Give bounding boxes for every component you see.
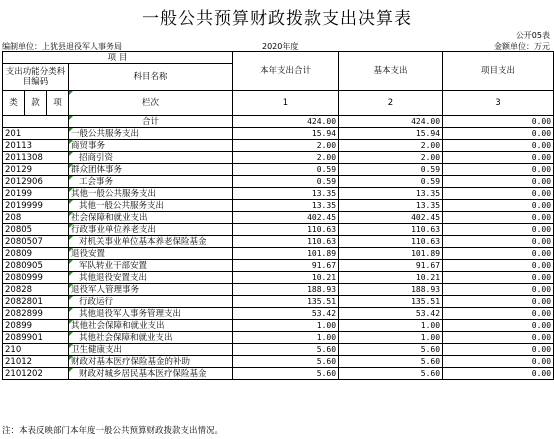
row-subject-name: 行政事业单位养老支出	[69, 224, 233, 236]
row-basic: 110.63	[339, 224, 443, 236]
row-code: 2082801	[3, 296, 69, 308]
row-project: 0.00	[443, 344, 554, 356]
row-code: 2080999	[3, 272, 69, 284]
row-code: 2012906	[3, 176, 69, 188]
row-subject-name: 退役安置	[69, 248, 233, 260]
row-total: 402.45	[233, 212, 339, 224]
row-basic: 5.60	[339, 368, 443, 380]
header-lei: 类	[3, 91, 25, 116]
row-total: 5.60	[233, 344, 339, 356]
row-total: 13.35	[233, 200, 339, 212]
row-project: 0.00	[443, 188, 554, 200]
row-project: 0.00	[443, 140, 554, 152]
row-code: 21012	[3, 356, 69, 368]
table-row	[3, 284, 554, 296]
row-total: 110.63	[233, 224, 339, 236]
header-project: 项 目	[3, 52, 233, 64]
row-subject-name: 其他一般公共服务支出	[69, 200, 233, 212]
row-code: 20805	[3, 224, 69, 236]
row-subject-name: 其他社会保障和就业支出	[69, 320, 233, 332]
header-seq-1: 1	[233, 91, 339, 116]
table-row	[3, 152, 554, 164]
row-subject-name: 工会事务	[69, 176, 233, 188]
row-subject-name: 卫生健康支出	[69, 344, 233, 356]
row-project: 0.00	[443, 176, 554, 188]
row-basic: 402.45	[339, 212, 443, 224]
row-subject-name: 财政对基本医疗保险基金的补助	[69, 356, 233, 368]
row-code: 2082899	[3, 308, 69, 320]
row-code: 2011308	[3, 152, 69, 164]
header-col-project: 项目支出	[443, 52, 554, 91]
total-sum: 424.00	[233, 116, 339, 128]
row-code: 2089901	[3, 332, 69, 344]
row-project: 0.00	[443, 272, 554, 284]
row-total: 0.59	[233, 176, 339, 188]
row-project: 0.00	[443, 200, 554, 212]
row-subject-name: 群众团体事务	[69, 164, 233, 176]
table-row	[3, 308, 554, 320]
row-subject-name: 行政运行	[69, 296, 233, 308]
row-total: 5.60	[233, 356, 339, 368]
row-basic: 188.93	[339, 284, 443, 296]
row-basic: 5.60	[339, 356, 443, 368]
row-subject-name: 其他退役军人事务管理支出	[69, 308, 233, 320]
row-project: 0.00	[443, 164, 554, 176]
row-subject-name: 退役军人管理事务	[69, 284, 233, 296]
row-total: 13.35	[233, 188, 339, 200]
table-row	[3, 260, 554, 272]
row-project: 0.00	[443, 320, 554, 332]
footnote: 注：本表反映部门本年度一般公共预算财政拨款支出情况。	[2, 426, 224, 436]
row-basic: 135.51	[339, 296, 443, 308]
row-code: 20809	[3, 248, 69, 260]
table-row	[3, 140, 554, 152]
row-project: 0.00	[443, 296, 554, 308]
row-total: 110.63	[233, 236, 339, 248]
table-row	[3, 176, 554, 188]
row-basic: 15.94	[339, 128, 443, 140]
row-total: 135.51	[233, 296, 339, 308]
table-row	[3, 212, 554, 224]
header-col-basic: 基本支出	[339, 52, 443, 91]
row-basic: 110.63	[339, 236, 443, 248]
row-subject-name: 财政对城乡居民基本医疗保险基金	[69, 368, 233, 380]
row-code: 2101202	[3, 368, 69, 380]
row-project: 0.00	[443, 284, 554, 296]
table-row	[3, 296, 554, 308]
row-basic: 5.60	[339, 344, 443, 356]
row-subject-name: 对机关事业单位基本养老保险基金	[69, 236, 233, 248]
row-total: 53.42	[233, 308, 339, 320]
row-basic: 101.89	[339, 248, 443, 260]
total-row	[3, 116, 554, 128]
row-basic: 1.00	[339, 320, 443, 332]
row-subject-name: 其他社会保障和就业支出	[69, 332, 233, 344]
table-row	[3, 248, 554, 260]
header-kuan: 款	[25, 91, 47, 116]
row-code: 208	[3, 212, 69, 224]
row-code: 20899	[3, 320, 69, 332]
row-basic: 1.00	[339, 332, 443, 344]
table-row	[3, 356, 554, 368]
table-row	[3, 344, 554, 356]
row-subject-name: 其他退役安置支出	[69, 272, 233, 284]
row-total: 1.00	[233, 332, 339, 344]
row-total: 15.94	[233, 128, 339, 140]
row-subject-name: 社会保障和就业支出	[69, 212, 233, 224]
form-code: 公开05表	[515, 31, 550, 40]
row-total: 91.67	[233, 260, 339, 272]
table-row	[3, 272, 554, 284]
row-basic: 13.35	[339, 188, 443, 200]
row-code: 2080905	[3, 260, 69, 272]
row-project: 0.00	[443, 128, 554, 140]
row-code: 20199	[3, 188, 69, 200]
table-row	[3, 200, 554, 212]
row-project: 0.00	[443, 224, 554, 236]
row-subject-name: 其他一般公共服务支出	[69, 188, 233, 200]
row-project: 0.00	[443, 356, 554, 368]
row-total: 2.00	[233, 152, 339, 164]
header-seq-label: 栏次	[69, 91, 233, 116]
row-basic: 2.00	[339, 140, 443, 152]
row-code: 20113	[3, 140, 69, 152]
row-total: 1.00	[233, 320, 339, 332]
row-subject-name: 军队转业干部安置	[69, 260, 233, 272]
total-project: 0.00	[443, 116, 554, 128]
table-row	[3, 332, 554, 344]
row-total: 5.60	[233, 368, 339, 380]
row-total: 188.93	[233, 284, 339, 296]
row-total: 10.21	[233, 272, 339, 284]
table-row	[3, 164, 554, 176]
row-code: 20828	[3, 284, 69, 296]
row-project: 0.00	[443, 368, 554, 380]
table-row	[3, 188, 554, 200]
row-basic: 13.35	[339, 200, 443, 212]
table-row	[3, 368, 554, 380]
row-total: 101.89	[233, 248, 339, 260]
row-project: 0.00	[443, 332, 554, 344]
row-project: 0.00	[443, 308, 554, 320]
row-basic: 2.00	[339, 152, 443, 164]
expenditure-table	[2, 51, 554, 380]
row-basic: 0.59	[339, 176, 443, 188]
header-xiang: 项	[47, 91, 69, 116]
row-project: 0.00	[443, 212, 554, 224]
row-total: 2.00	[233, 140, 339, 152]
row-code: 2019999	[3, 200, 69, 212]
total-label: 合计	[69, 116, 233, 128]
row-subject-name: 一般公共服务支出	[69, 128, 233, 140]
row-project: 0.00	[443, 248, 554, 260]
row-code: 210	[3, 344, 69, 356]
row-subject-name: 招商引资	[69, 152, 233, 164]
table-row	[3, 128, 554, 140]
header-seq-3: 3	[443, 91, 554, 116]
header-func-class: 支出功能分类科目编码	[3, 64, 69, 91]
money-unit-label: 金额单位：万元	[494, 42, 550, 51]
row-project: 0.00	[443, 236, 554, 248]
table-row	[3, 320, 554, 332]
row-total: 0.59	[233, 164, 339, 176]
header-col-total: 本年支出合计	[233, 52, 339, 91]
total-basic: 424.00	[339, 116, 443, 128]
row-project: 0.00	[443, 260, 554, 272]
row-basic: 10.21	[339, 272, 443, 284]
table-row	[3, 224, 554, 236]
row-basic: 53.42	[339, 308, 443, 320]
header-seq-2: 2	[339, 91, 443, 116]
row-subject-name: 商贸事务	[69, 140, 233, 152]
row-project: 0.00	[443, 152, 554, 164]
page-title: 一般公共预算财政拨款支出决算表	[142, 9, 412, 29]
table-row	[3, 236, 554, 248]
row-basic: 0.59	[339, 164, 443, 176]
header-subject-name: 科目名称	[69, 64, 233, 91]
year-label: 2020年度	[262, 42, 299, 51]
unit-label: 编制单位：上犹县退役军人事务局	[2, 42, 122, 51]
row-code: 2080507	[3, 236, 69, 248]
row-code: 201	[3, 128, 69, 140]
row-code: 20129	[3, 164, 69, 176]
row-basic: 91.67	[339, 260, 443, 272]
